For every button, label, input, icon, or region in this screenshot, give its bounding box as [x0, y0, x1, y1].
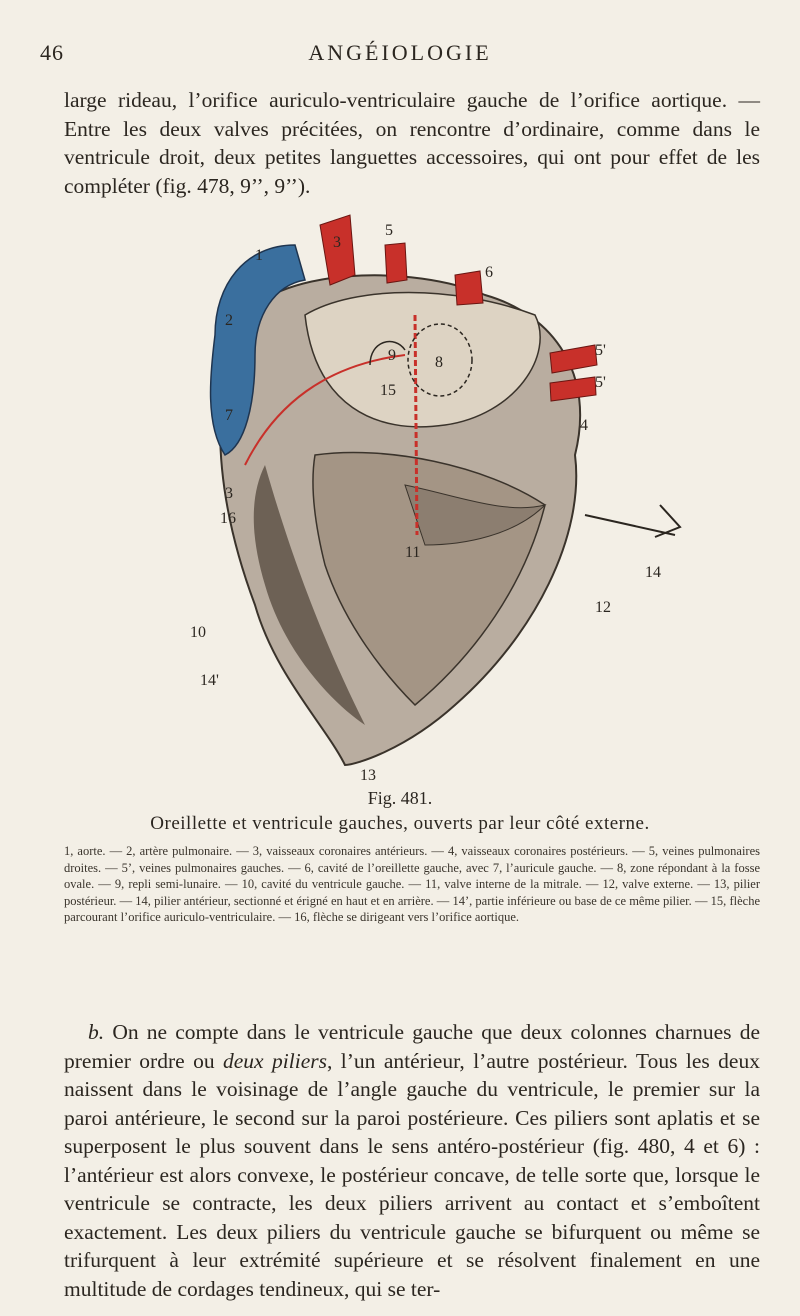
pulmonary-vein-right: [385, 243, 407, 283]
label-5-top: 5: [385, 222, 393, 239]
label-3: 3: [225, 485, 233, 502]
running-head: ANGÉIOLOGIE: [308, 40, 492, 65]
paragraph-emphasis: deux piliers: [223, 1048, 327, 1073]
page-number: 46: [40, 40, 64, 65]
label-11: 11: [405, 544, 421, 561]
heart-drawing: [155, 205, 695, 780]
pulmonary-vein-left: [455, 271, 483, 305]
figure-number: Fig. 481.: [367, 788, 433, 808]
label-16: 16: [220, 510, 236, 527]
label-14: 14: [645, 564, 661, 581]
label-8: 8: [435, 354, 443, 371]
label-6: 6: [485, 264, 493, 281]
label-2: 2: [225, 312, 233, 329]
figure-caption: Oreillette et ventricule gauches, ouverts par leur côté externe.: [150, 813, 650, 834]
label-5-prime-2: 5': [595, 374, 606, 391]
section-marker: b.: [88, 1020, 105, 1044]
paragraph-text-1: On ne compte dans le ventricule gauche que deux colonnes charnues de premier ordre ou: [64, 1020, 760, 1073]
label-13: 13: [360, 767, 376, 780]
page-header: [40, 40, 760, 80]
label-10: 10: [190, 624, 206, 641]
label-3-top: 3: [333, 234, 341, 251]
retraction-hook: [585, 505, 680, 537]
paragraph-bottom: [64, 1018, 760, 1303]
label-1: 1: [255, 247, 263, 264]
heart-illustration: [155, 205, 695, 780]
paragraph-text-2: , l’un antérieur, l’autre postérieur. Tous les deux naissent dans le voisinage de l’angle gauche du ventricule, le premier sur la paroi antérieure, le second sur la paroi postérieure. Ces piliers sont aplatis et se superposent le plus souvent dans le sens antéro-postérieur (fig. 480, 4 et 6) : l’antérieur est alors convexe, le postérieur concave, de telle sorte que, lorsque le ventricule se contracte, les deux piliers arrivent au contact et s’emboîtent exactement. Les deux piliers du ventricule gauche se bifurquent ou même se trifurquent à leur extrémité supérieure et se résolvent finalement en une multitude de cordages tendineux, qui se ter-: [64, 1048, 760, 1301]
paragraph-top: large rideau, l’orifice auriculo-ventriculaire gauche de l’orifice aortique. — Entre les deux valves précitées, on rencontre d’ordinaire, comme dans le ventricule droit, deux petites languettes accessoires, qui ont pour effet de les compléter (fig. 478, 9’’, 9’’).: [64, 88, 760, 198]
label-5-prime-1: 5': [595, 342, 606, 359]
label-7: 7: [225, 407, 233, 424]
figure-legend: 1, aorte. — 2, artère pulmonaire. — 3, vaisseaux coronaires antérieurs. — 4, vaisseaux coronaires postérieurs. — 5, veines pulmonaires droites. — 5’, veines pulmonaires gauches. — 6, cavité de l’oreillette gauche, avec 7, l’auricule gauche. — 8, zone répondant à la fosse ovale. — 9, repli semi-lunaire. — 10, cavité du ventricule gauche. — 11, valve interne de la mitrale. — 12, valve externe. — 13, pilier postérieur. — 14, pilier antérieur, sectionné et érigné en haut et en arrière. — 14’, partie inférieure ou base de ce même pilier. — 15, flèche parcourant l’orifice auriculo-ventriculaire. — 16, flèche se dirigeant vers l’orifice aortique.: [64, 844, 760, 924]
label-9: 9: [388, 347, 396, 364]
label-14-prime: 14': [200, 672, 219, 689]
label-12: 12: [595, 599, 611, 616]
label-4: 4: [580, 417, 588, 434]
label-15: 15: [380, 382, 396, 399]
